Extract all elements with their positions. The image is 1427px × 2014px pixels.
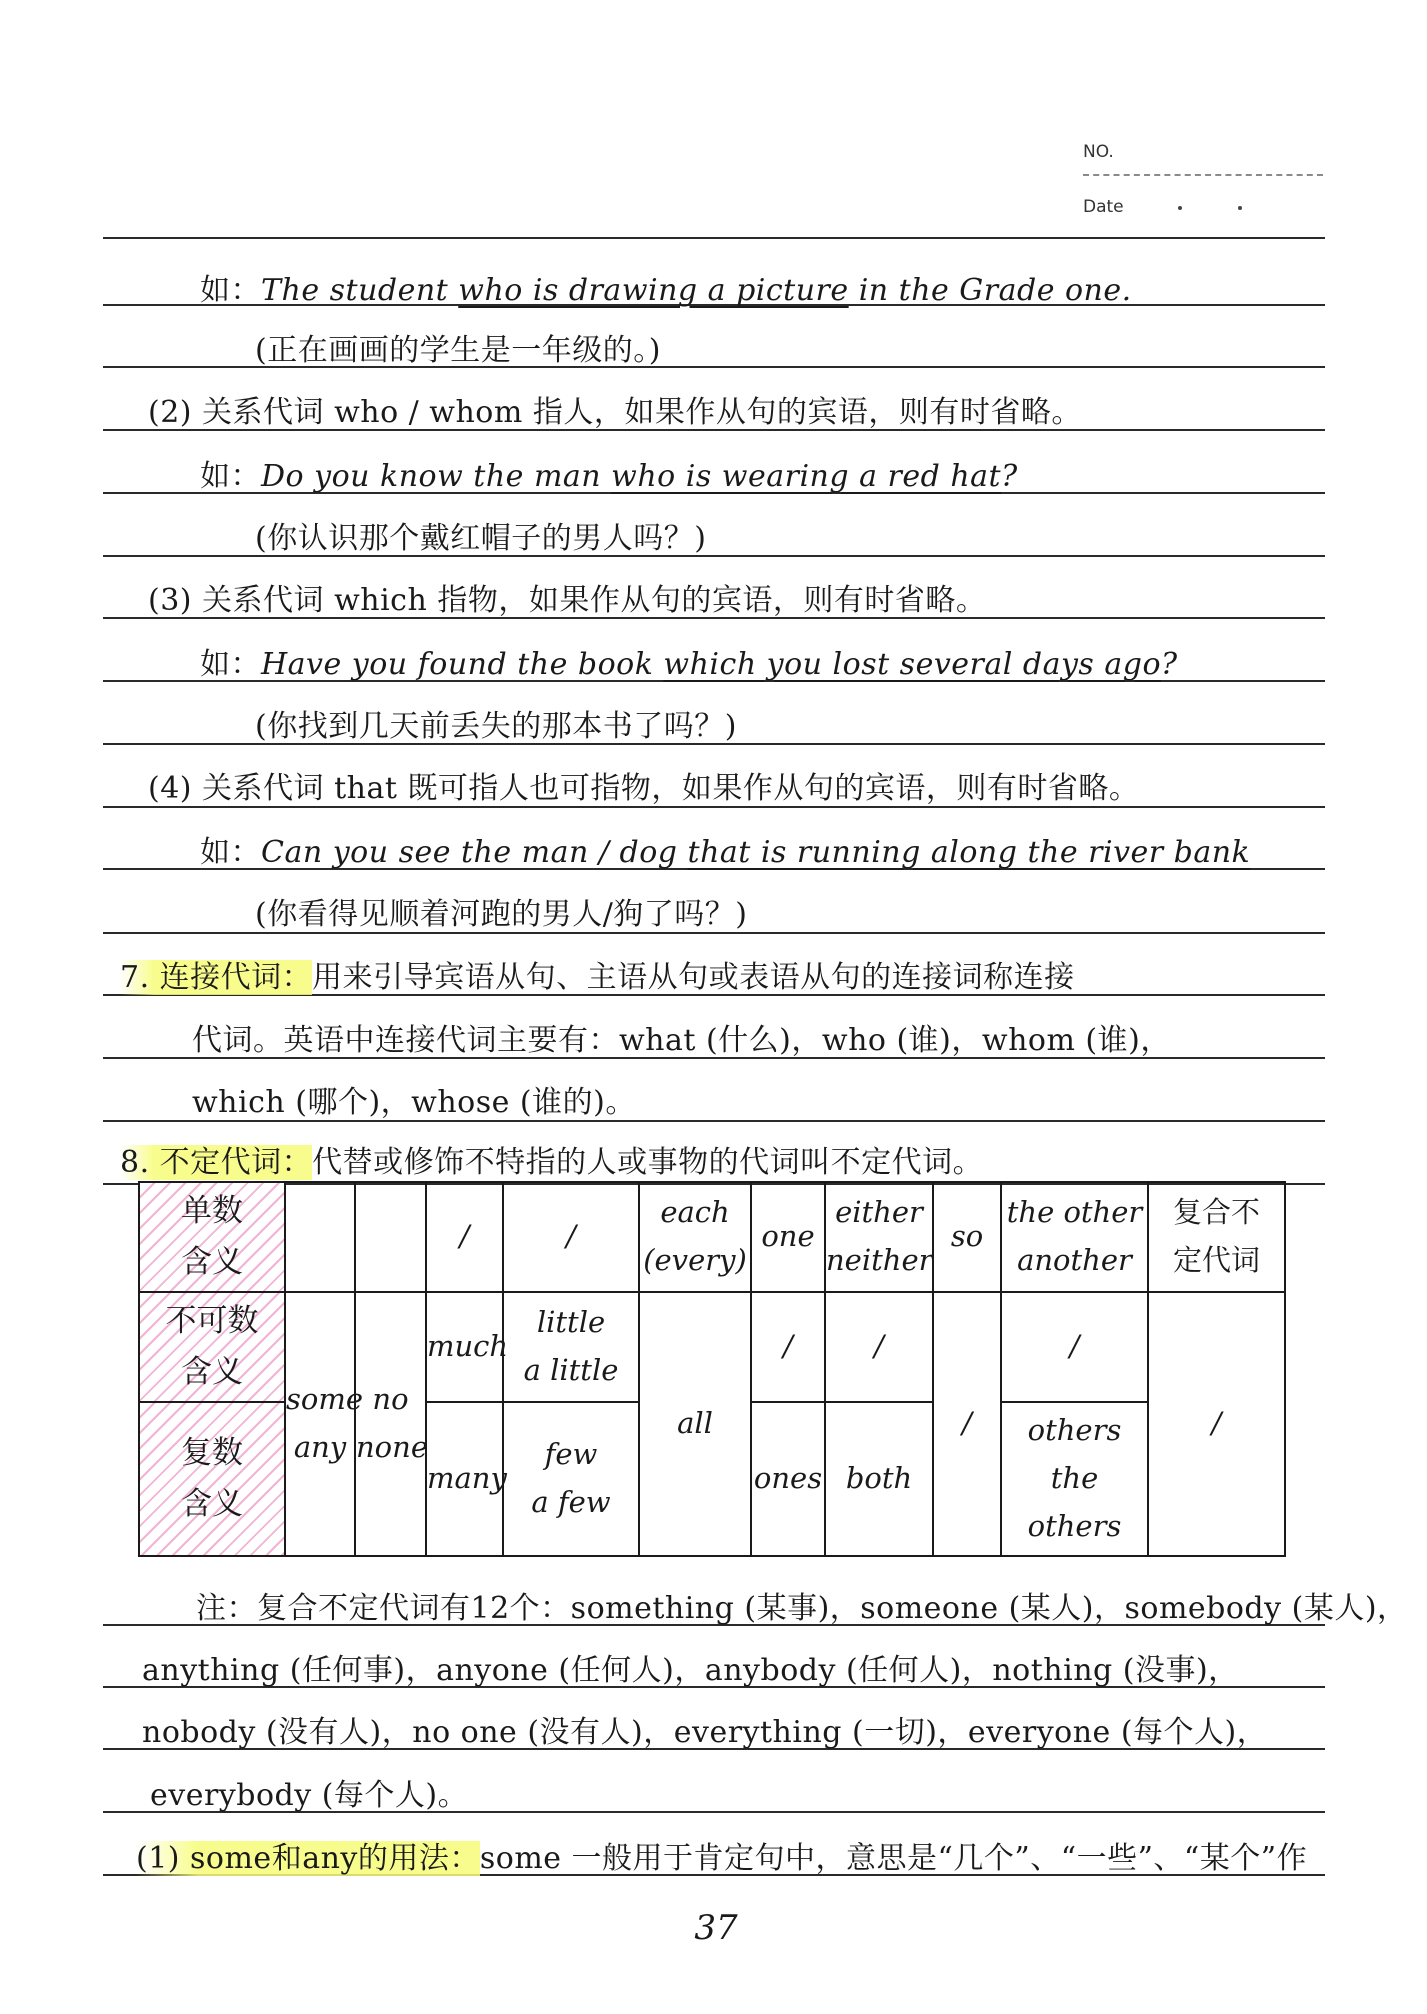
table-cell: the other another xyxy=(1001,1182,1148,1292)
table-cell: both xyxy=(825,1402,933,1556)
note-line: nobody (没有人)，no one (没有人)，everything (一切)，everyone (每个人)， xyxy=(142,1715,1268,1750)
section-heading: 8. 不定代词：代替或修饰不特指的人或事物的代词叫不定代词。 xyxy=(120,1145,984,1180)
table-cell: all xyxy=(639,1292,751,1556)
ruled-line xyxy=(103,237,1325,239)
rule-heading: (3) 关系代词 which 指物，如果作从句的宾语，则有时省略。 xyxy=(148,583,987,618)
example-line: 如：Do you know the man who is wearing a red hat? xyxy=(200,459,1018,494)
table-cell: one xyxy=(751,1182,825,1292)
table-row xyxy=(139,1292,1285,1402)
table-cell: many xyxy=(426,1402,503,1556)
table-cell: others the others xyxy=(1001,1402,1148,1556)
table-cell: / xyxy=(1001,1292,1148,1402)
subsection-heading: (1) some和any的用法：some 一般用于肯定句中，意思是“几个”、“一些”、“某个”作 xyxy=(136,1841,1308,1876)
table-cell: little a little xyxy=(503,1292,639,1402)
note-line: 注：复合不定代词有12个：something (某事)，someone (某人)，somebody (某人)， xyxy=(196,1591,1408,1626)
translation-line: (正在画画的学生是一年级的。) xyxy=(255,333,661,368)
paragraph-line: which (哪个)，whose (谁的)。 xyxy=(192,1085,636,1120)
table-cell: / xyxy=(933,1292,1001,1556)
rule-heading: (4) 关系代词 that 既可指人也可指物，如果作从句的宾语，则有时省略。 xyxy=(148,771,1140,806)
table-cell: ones xyxy=(751,1402,825,1556)
date-separator-dot xyxy=(1178,206,1182,210)
table-cell: some any xyxy=(285,1292,355,1556)
date-label: Date xyxy=(1083,197,1124,217)
highlight: 7. 连接代词： xyxy=(120,960,313,995)
table-cell xyxy=(355,1182,426,1292)
no-label: NO. xyxy=(1083,142,1114,162)
table-cell: either neither xyxy=(825,1182,933,1292)
table-cell: / xyxy=(503,1182,639,1292)
table-cell: / xyxy=(825,1292,933,1402)
translation-line: (你找到几天前丢失的那本书了吗？) xyxy=(255,709,737,744)
note-line: anything (任何事)，anyone (任何人)，anybody (任何人)，nothing (没事)， xyxy=(142,1653,1239,1688)
row-header-uncountable: 不可数 含义 xyxy=(139,1292,285,1402)
table-cell: much xyxy=(426,1292,503,1402)
date-separator-dot xyxy=(1238,206,1242,210)
row-header-plural: 复数 含义 xyxy=(139,1402,285,1556)
indefinite-pronoun-table xyxy=(138,1181,1286,1557)
note-line: everybody (每个人)。 xyxy=(150,1778,469,1813)
paragraph-line: 代词。英语中连接代词主要有：what (什么)，who (谁)，whom (谁)， xyxy=(192,1023,1171,1058)
table-cell: / xyxy=(1148,1292,1285,1556)
rule-heading: (2) 关系代词 who / whom 指人，如果作从句的宾语，则有时省略。 xyxy=(148,395,1082,430)
example-line: 如：The student who is drawing a picture in the Grade one. xyxy=(200,273,1132,308)
row-header-singular: 单数 含义 xyxy=(139,1182,285,1292)
highlight: 8. 不定代词： xyxy=(120,1145,313,1180)
table-cell: each (every) xyxy=(639,1182,751,1292)
table-cell: few a few xyxy=(503,1402,639,1556)
table-row xyxy=(139,1182,1285,1292)
table-cell: 复合不 定代词 xyxy=(1148,1182,1285,1292)
table-cell: / xyxy=(426,1182,503,1292)
highlight: (1) some和any的用法： xyxy=(136,1841,480,1876)
translation-line: (你认识那个戴红帽子的男人吗？) xyxy=(255,521,707,556)
table-cell: / xyxy=(751,1292,825,1402)
page-number: 37 xyxy=(694,1908,738,1948)
example-line: 如：Can you see the man / dog that is running along the river bank xyxy=(200,835,1251,870)
section-heading: 7. 连接代词：用来引导宾语从句、主语从句或表语从句的连接词称连接 xyxy=(120,960,1075,995)
header-dashed-line xyxy=(1083,174,1323,176)
example-line: 如：Have you found the book which you lost several days ago? xyxy=(200,647,1178,682)
table-cell: so xyxy=(933,1182,1001,1292)
translation-line: (你看得见顺着河跑的男人/狗了吗？) xyxy=(255,897,748,932)
table-cell: no none xyxy=(355,1292,426,1556)
table-cell xyxy=(285,1182,355,1292)
